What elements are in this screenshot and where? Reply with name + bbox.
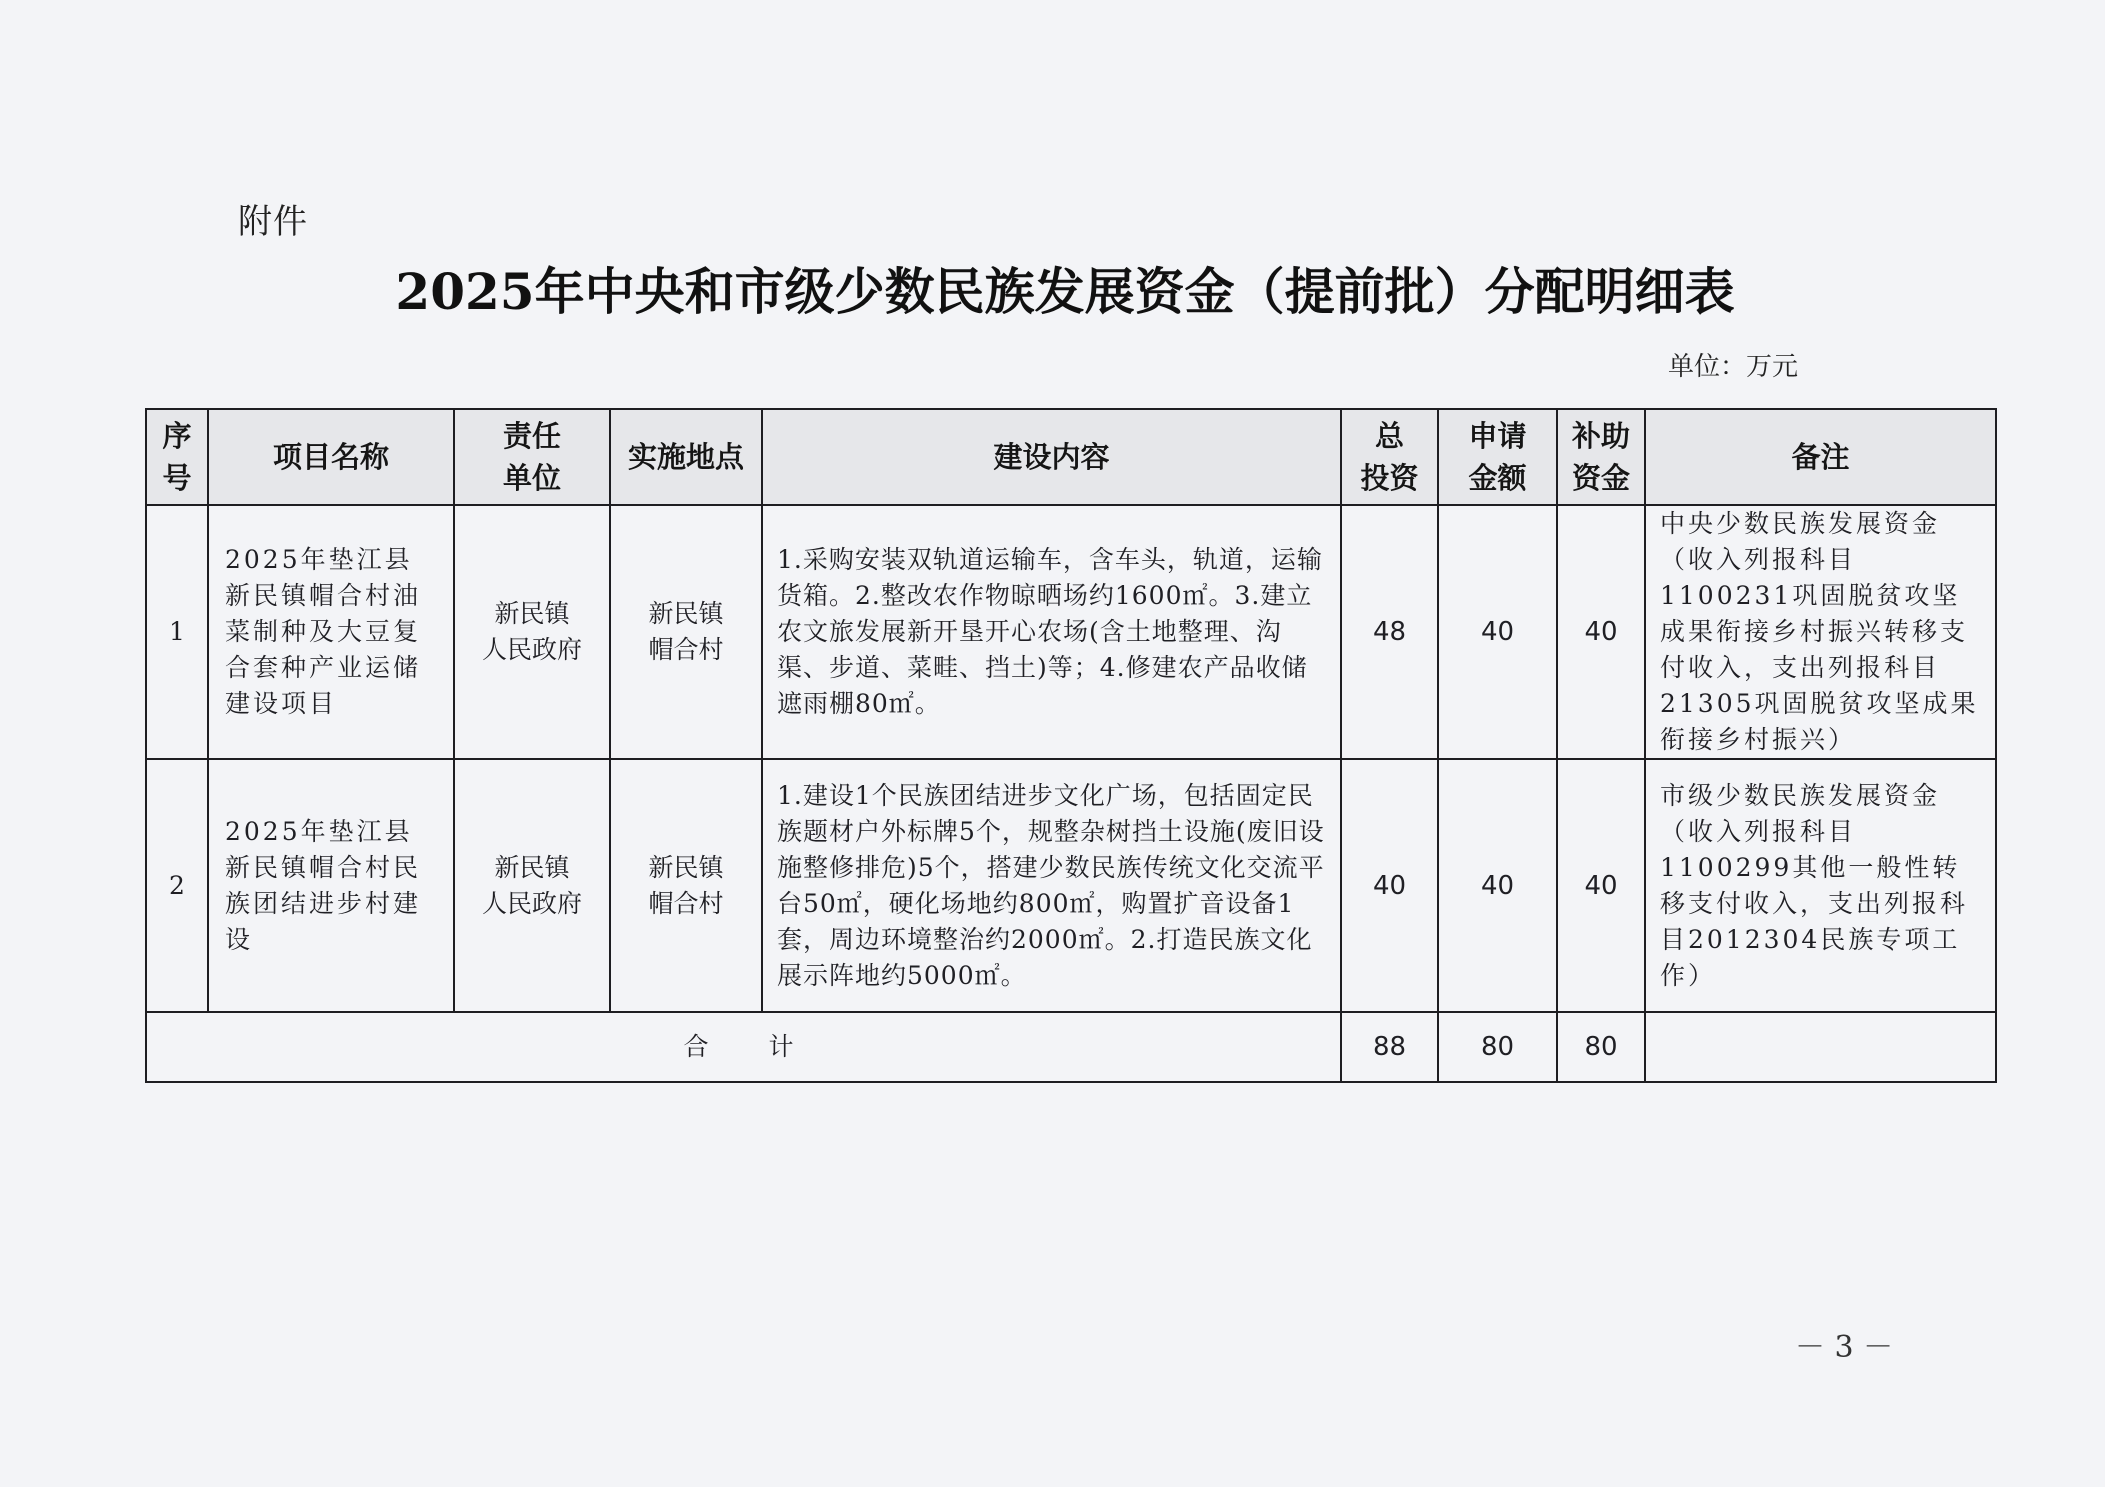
cell-subsidy: 40 xyxy=(1557,505,1645,759)
table-header-row xyxy=(146,409,1996,505)
cell-project-name: 2025年垫江县新民镇帽合村民族团结进步村建设 xyxy=(208,759,454,1012)
header-remarks: 备注 xyxy=(1645,409,1996,505)
header-subsidy: 补助 资金 xyxy=(1557,409,1645,505)
cell-subsidy: 40 xyxy=(1557,759,1645,1012)
cell-total-investment: 48 xyxy=(1341,505,1438,759)
cell-responsible-unit: 新民镇 人民政府 xyxy=(454,759,610,1012)
header-total-investment: 总 投资 xyxy=(1341,409,1438,505)
header-project-name: 项目名称 xyxy=(208,409,454,505)
subsidy-sum: 80 xyxy=(1557,1012,1645,1082)
cell-location: 新民镇 帽合村 xyxy=(610,505,762,759)
total-investment-sum: 88 xyxy=(1341,1012,1438,1082)
table-total-row xyxy=(146,1012,1996,1082)
total-remarks xyxy=(1645,1012,1996,1082)
cell-seq: 1 xyxy=(146,505,208,759)
header-content: 建设内容 xyxy=(762,409,1341,505)
total-label: 合计 xyxy=(146,1012,1341,1082)
header-responsible-unit: 责任 单位 xyxy=(454,409,610,505)
cell-project-name: 2025年垫江县新民镇帽合村油菜制种及大豆复合套种产业运储建设项目 xyxy=(208,505,454,759)
table-row xyxy=(146,505,1996,759)
attachment-label: 附件 xyxy=(238,202,308,242)
cell-remarks: 市级少数民族发展资金（收入列报科目1100299其他一般性转移支付收入，支出列报科目2012304民族专项工作） xyxy=(1645,759,1996,1012)
document-title: 2025年中央和市级少数民族发展资金（提前批）分配明细表 xyxy=(395,262,1735,321)
cell-remarks: 中央少数民族发展资金（收入列报科目1100231巩固脱贫攻坚成果衔接乡村振兴转移支付收入，支出列报科目21305巩固脱贫攻坚成果衔接乡村振兴） xyxy=(1645,505,1996,759)
allocation-table xyxy=(145,408,1997,1083)
header-seq: 序 号 xyxy=(146,409,208,505)
requested-amount-sum: 80 xyxy=(1438,1012,1557,1082)
cell-requested-amount: 40 xyxy=(1438,759,1557,1012)
page-number: － 3 － xyxy=(1795,1330,1894,1365)
cell-total-investment: 40 xyxy=(1341,759,1438,1012)
header-location: 实施地点 xyxy=(610,409,762,505)
cell-content: 1.采购安装双轨道运输车，含车头，轨道，运输货箱。2.整改农作物晾晒场约1600㎡。3.建立农文旅发展新开垦开心农场(含土地整理、沟渠、步道、菜畦、挡土)等；4.修建农产品收储遮雨棚80㎡。 xyxy=(762,505,1341,759)
cell-content: 1.建设1个民族团结进步文化广场，包括固定民族题材户外标牌5个，规整杂树挡土设施(废旧设施整修排危)5个，搭建少数民族传统文化交流平台50㎡，硬化场地约800㎡，购置扩音设备1套，周边环境整治约2000㎡。2.打造民族文化展示阵地约5000㎡。 xyxy=(762,759,1341,1012)
cell-responsible-unit: 新民镇 人民政府 xyxy=(454,505,610,759)
cell-requested-amount: 40 xyxy=(1438,505,1557,759)
table-row xyxy=(146,759,1996,1012)
header-requested-amount: 申请 金额 xyxy=(1438,409,1557,505)
cell-seq: 2 xyxy=(146,759,208,1012)
cell-location: 新民镇 帽合村 xyxy=(610,759,762,1012)
unit-label: 单位：万元 xyxy=(1668,352,1799,382)
